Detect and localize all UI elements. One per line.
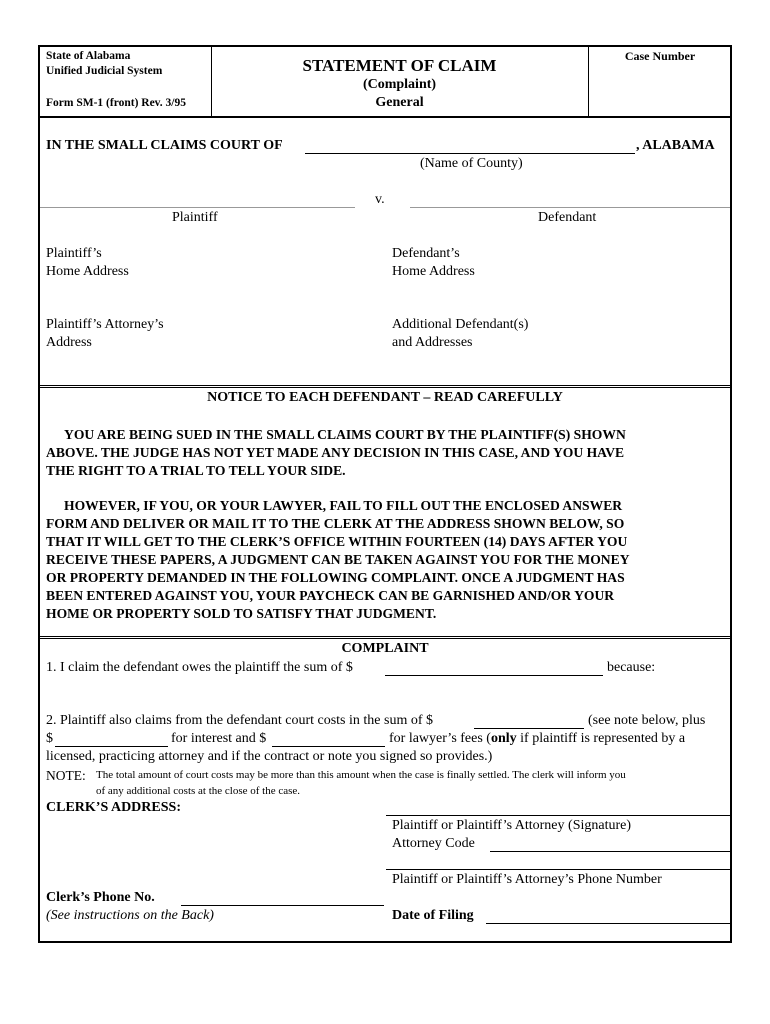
complaint-heading: COMPLAINT (341, 641, 429, 656)
instructions-note: (See instructions on the Back) (46, 908, 214, 923)
date-of-filing-label: Date of Filing (392, 908, 474, 923)
notice-p2-line: HOWEVER, IF YOU, OR YOUR LAWYER, FAIL TO FILL OUT THE ENCLOSED ANSWER (64, 498, 623, 513)
defendant-address-label-1: Defendant’s (392, 246, 460, 261)
clerk-phone-input[interactable] (181, 905, 384, 906)
court-costs-input[interactable] (474, 728, 584, 729)
clerk-phone-label: Clerk’s Phone No. (46, 890, 155, 905)
county-caption: (Name of County) (420, 156, 523, 171)
court-bottom-rule (38, 385, 732, 388)
form-category: General (375, 95, 424, 110)
form-subtitle: (Complaint) (362, 77, 437, 92)
attorney-condition-line: licensed, practicing attorney and if the contract or note you signed so provides.) (46, 749, 493, 764)
court-prefix: IN THE SMALL CLAIMS COURT OF (46, 138, 283, 153)
lawyer-fees-label (389, 731, 685, 747)
signature-line[interactable] (386, 815, 730, 816)
state-name: State of Alabama (46, 50, 131, 62)
notice-bottom-rule (38, 636, 732, 639)
header-bottom-rule (38, 116, 732, 118)
notice-paragraph-1 (46, 426, 706, 480)
phone-number-label: Plaintiff or Plaintiff’s Attorney’s Phone Number (392, 872, 662, 887)
defendant-label: Defendant (538, 210, 597, 225)
lawyer-fees-input[interactable] (272, 746, 385, 747)
additional-defendants-label-1: Additional Defendant(s) (392, 317, 529, 332)
date-of-filing-input[interactable] (486, 923, 730, 924)
see-note-label: (see note below, plus (588, 713, 706, 728)
attorney-code-input[interactable] (490, 851, 730, 852)
attorney-code-label: Attorney Code (392, 836, 475, 851)
notice-heading: NOTICE TO EACH DEFENDANT – READ CAREFULLY (207, 390, 563, 405)
note-label: NOTE: (46, 768, 86, 783)
notice-p1-line: YOU ARE BEING SUED IN THE SMALL CLAIMS COURT BY THE PLAINTIFF(S) SHOWN (64, 427, 626, 442)
notice-p2-line: FORM AND DELIVER OR MAIL IT TO THE CLERK AT THE ADDRESS SHOWN BELOW, SO (46, 516, 625, 531)
notice-p1-line: THE RIGHT TO A TRIAL TO TELL YOUR SIDE. (46, 463, 346, 478)
notice-p2-line: HOME OR PROPERTY SOLD TO SATISFY THAT JUDGMENT. (46, 606, 437, 621)
notice-paragraph-2 (46, 497, 706, 623)
attorney-address-label-2: Address (46, 335, 92, 350)
county-input-line[interactable] (305, 153, 635, 154)
case-number-label: Case Number (624, 49, 696, 63)
note-text-line-1: The total amount of court costs may be more than this amount when the case is finally settled. The clerk will inform you (96, 769, 626, 781)
additional-defendants-label-2: and Addresses (392, 335, 473, 350)
clerk-address-label: CLERK’S ADDRESS: (46, 800, 181, 815)
signature-label: Plaintiff or Plaintiff’s Attorney (Signature) (392, 818, 632, 833)
plaintiff-address-label-1: Plaintiff’s (46, 246, 102, 261)
plaintiff-address-label-2: Home Address (46, 264, 129, 279)
lawyer-fees-condition: if plaintiff is represented by a (516, 731, 686, 746)
notice-p1-line: ABOVE. THE JUDGE HAS NOT YET MADE ANY DECISION IN THIS CASE, AND YOU HAVE (46, 445, 625, 460)
plaintiff-label: Plaintiff (172, 210, 218, 225)
case-number-field[interactable] (592, 66, 728, 112)
state-suffix: , ALABAMA (636, 138, 715, 153)
notice-p2-line: BEEN ENTERED AGAINST YOU, YOUR PAYCHECK CAN BE GARNISHED AND/OR YOUR (46, 588, 615, 603)
notice-p2-line: RECEIVE THESE PAPERS, A JUDGMENT CAN BE TAKEN AGAINST YOU FOR THE MONEY (46, 552, 630, 567)
only-emphasis: only (490, 731, 517, 746)
claim-because-label: because: (607, 660, 656, 675)
interest-label: for interest and $ (171, 731, 267, 746)
form-title: STATEMENT OF CLAIM (302, 56, 497, 75)
notice-p2-line: THAT IT WILL GET TO THE CLERK’S OFFICE WITHIN FOURTEEN (14) DAYS AFTER YOU (46, 534, 628, 549)
form-id: Form SM-1 (front) Rev. 3/95 (46, 97, 186, 109)
note-text-line-2: of any additional costs at the close of the case. (96, 785, 301, 797)
interest-input[interactable] (55, 746, 168, 747)
lawyer-fees-text: for lawyer’s fees ( (389, 731, 491, 746)
system-name: Unified Judicial System (46, 65, 163, 77)
claim-amount-label: 1. I claim the defendant owes the plaintiff the sum of $ (46, 660, 353, 675)
court-costs-label: 2. Plaintiff also claims from the defendant court costs in the sum of $ (46, 713, 433, 728)
claim-amount-input[interactable] (385, 675, 603, 676)
attorney-address-label-1: Plaintiff’s Attorney’s (46, 317, 164, 332)
phone-number-line[interactable] (386, 869, 730, 870)
dollar-sign: $ (46, 731, 53, 746)
plaintiff-name-line[interactable] (40, 207, 355, 208)
versus-label: v. (375, 192, 385, 207)
defendant-name-line[interactable] (410, 207, 730, 208)
notice-p2-line: OR PROPERTY DEMANDED IN THE FOLLOWING COMPLAINT. ONCE A JUDGMENT HAS (46, 570, 625, 585)
defendant-address-label-2: Home Address (392, 264, 475, 279)
